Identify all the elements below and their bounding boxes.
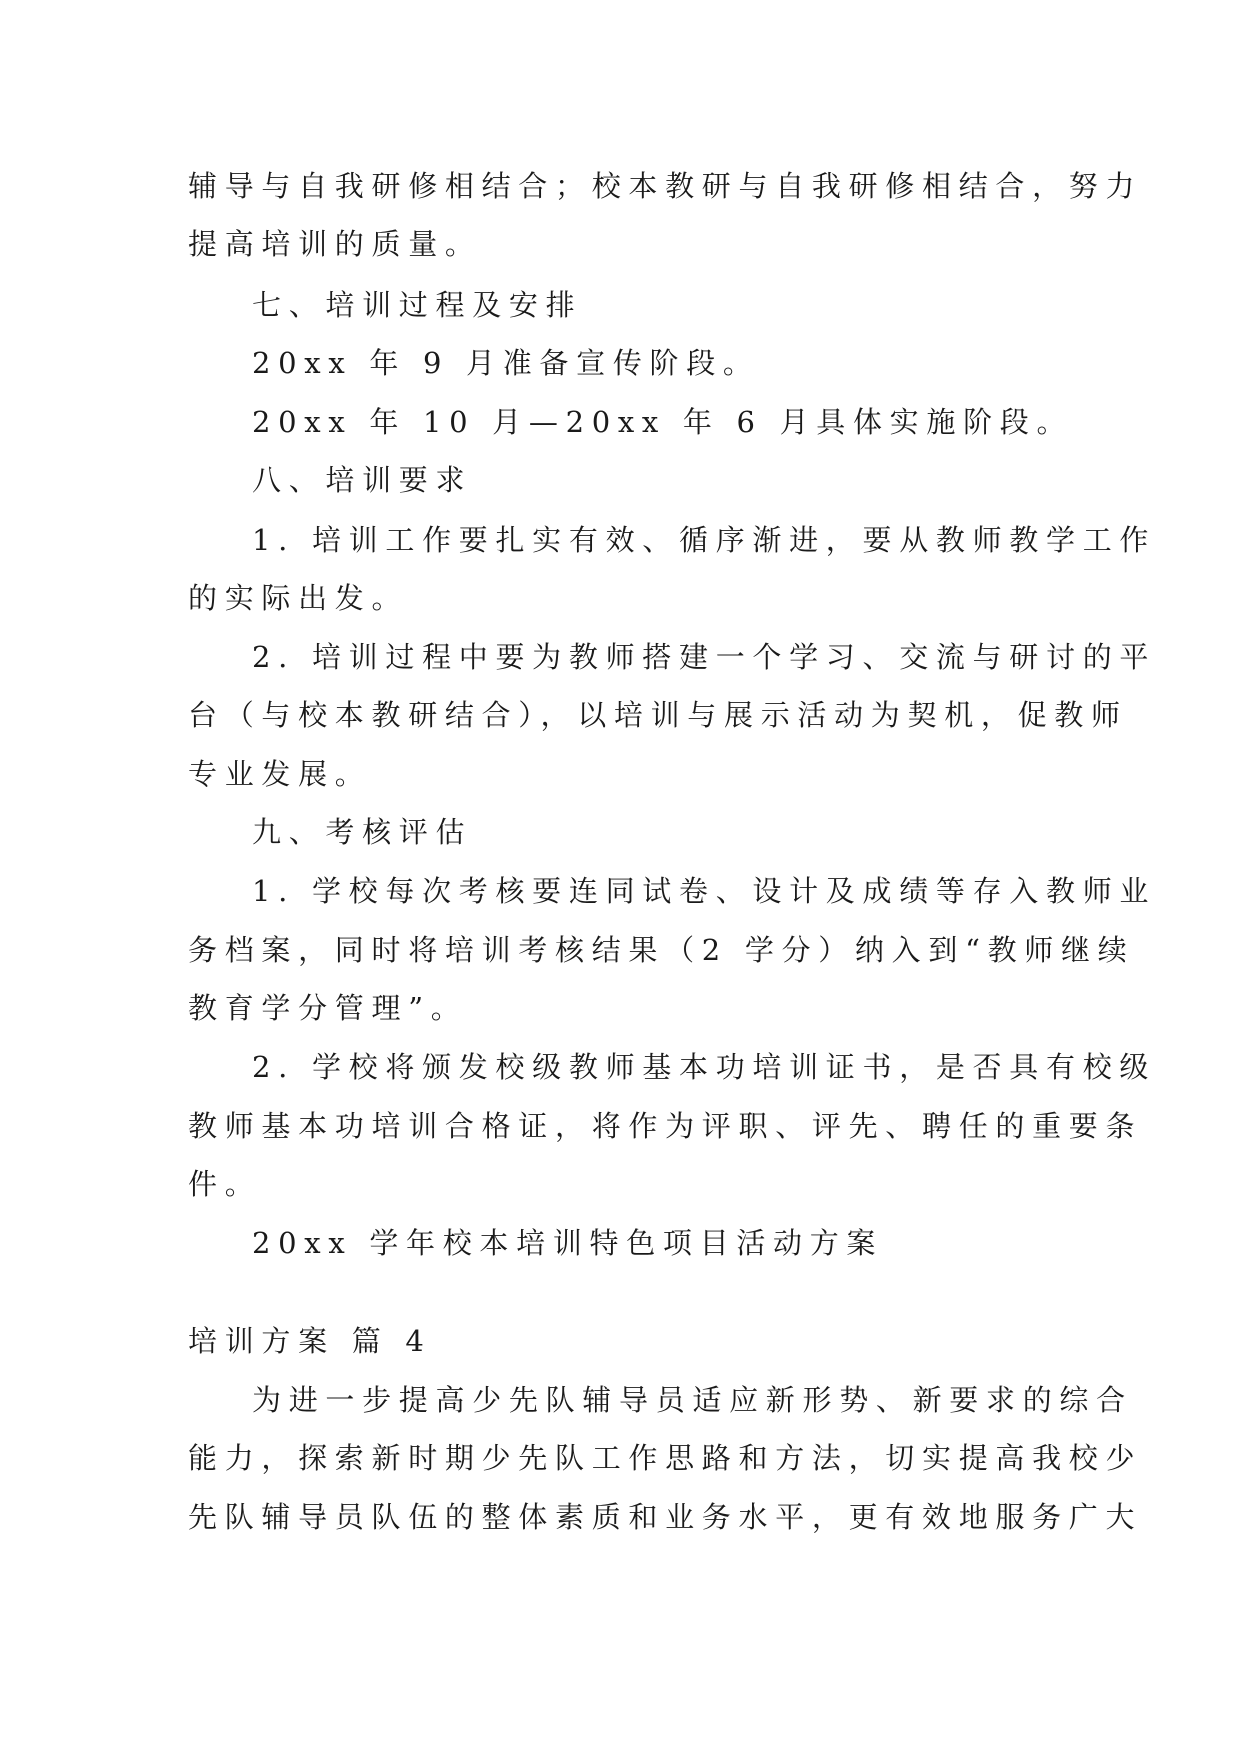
body-text-line: 提高培训的质量。 — [188, 227, 482, 261]
body-text-line: 件。 — [188, 1167, 262, 1201]
schedule-item: 20xx 年 9 月准备宣传阶段。 — [252, 346, 760, 380]
section-title: 培训方案 篇 4 — [188, 1324, 432, 1358]
body-text-line: 为进一步提高少先队辅导员适应新形势、新要求的综合 — [252, 1383, 1133, 1417]
body-text-line: 台（与校本教研结合），以培训与展示活动为契机，促教师 — [188, 698, 1128, 732]
requirement-item: 2. 培训过程中要为教师搭建一个学习、交流与研讨的平 — [252, 640, 1157, 674]
schedule-item: 20xx 年 10 月—20xx 年 6 月具体实施阶段。 — [252, 405, 1074, 439]
body-text-line: 务档案，同时将培训考核结果（2 学分）纳入到“教师继续 — [188, 933, 1135, 967]
body-text-line: 教师基本功培训合格证，将作为评职、评先、聘任的重要条 — [188, 1109, 1143, 1143]
assessment-item: 1. 学校每次考核要连同试卷、设计及成绩等存入教师业 — [252, 874, 1157, 908]
program-title: 20xx 学年校本培训特色项目活动方案 — [252, 1226, 884, 1260]
body-text-line: 辅导与自我研修相结合；校本教研与自我研修相结合，努力 — [188, 169, 1143, 203]
section-heading-8: 八、培训要求 — [252, 463, 473, 497]
assessment-item: 2. 学校将颁发校级教师基本功培训证书，是否具有校级 — [252, 1050, 1157, 1084]
body-text-line: 能力，探索新时期少先队工作思路和方法，切实提高我校少 — [188, 1441, 1143, 1475]
body-text-line: 先队辅导员队伍的整体素质和业务水平，更有效地服务广大 — [188, 1500, 1143, 1534]
body-text-line: 教育学分管理”。 — [188, 991, 468, 1025]
section-heading-7: 七、培训过程及安排 — [252, 288, 583, 322]
requirement-item: 1. 培训工作要扎实有效、循序渐进，要从教师教学工作 — [252, 523, 1157, 557]
body-text-line: 专业发展。 — [188, 757, 372, 791]
body-text-line: 的实际出发。 — [188, 581, 409, 615]
section-heading-9: 九、考核评估 — [252, 815, 473, 849]
